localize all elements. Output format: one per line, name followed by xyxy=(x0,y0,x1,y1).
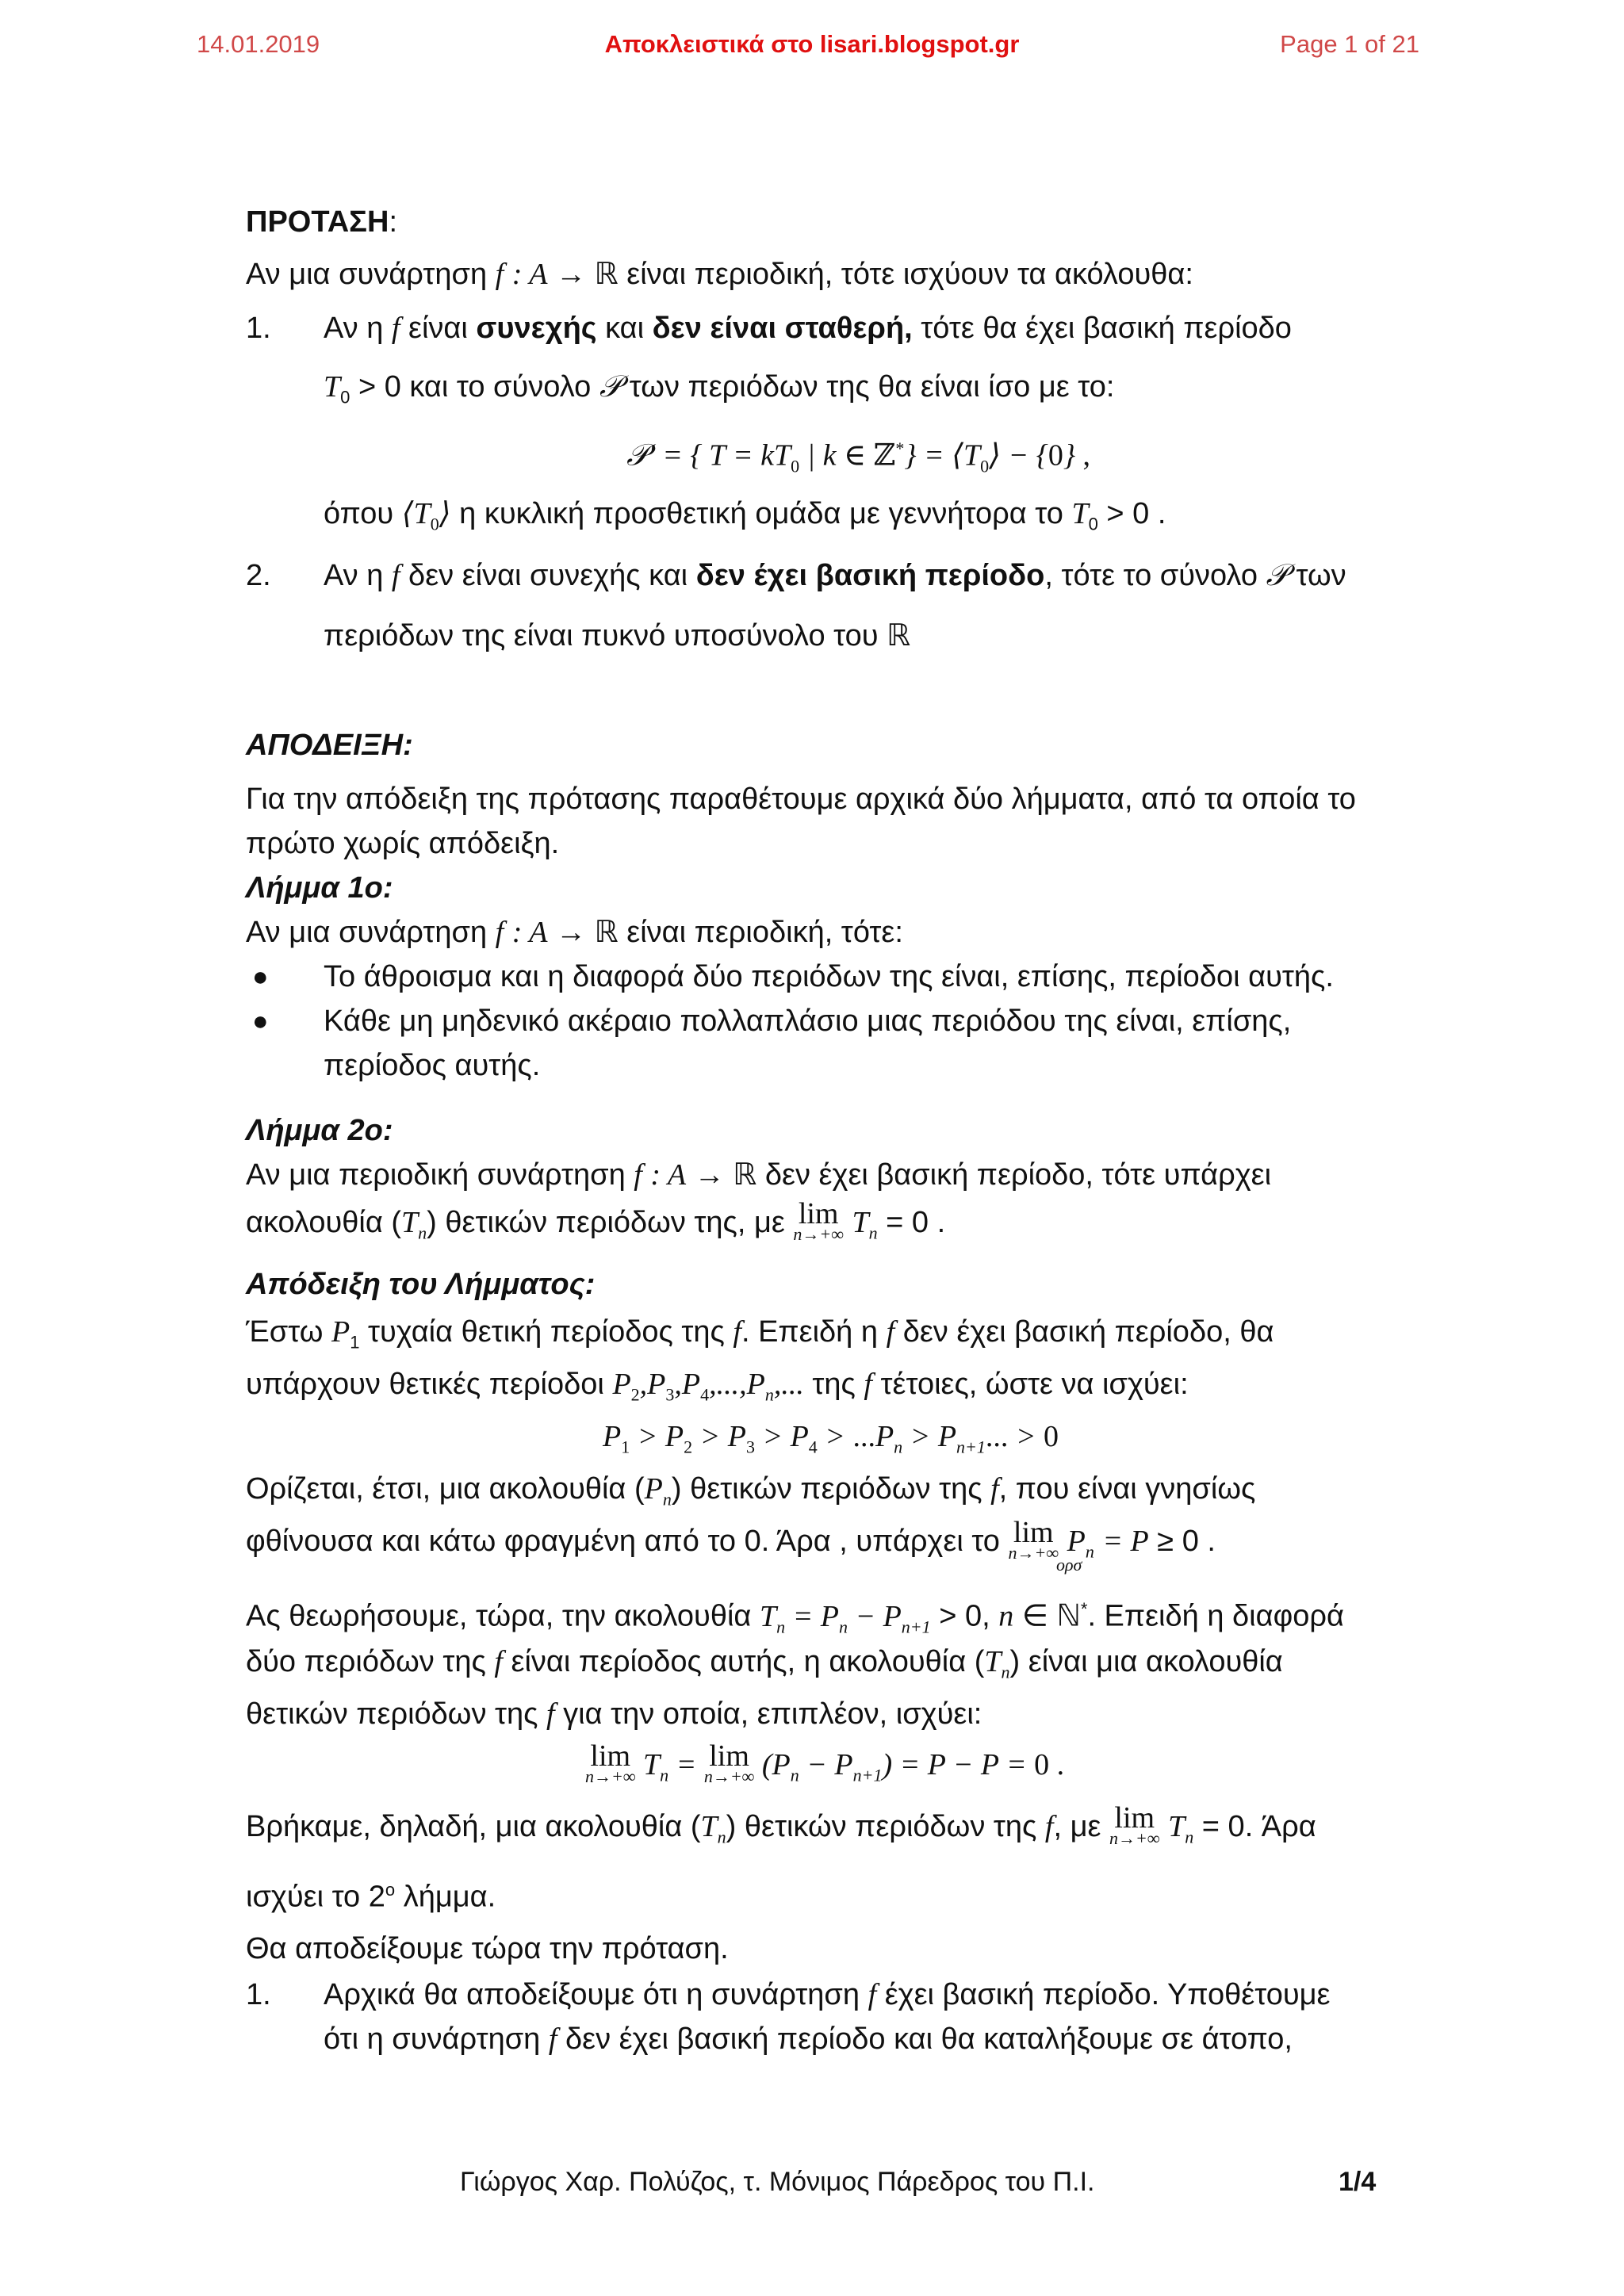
header-date: 14.01.2019 xyxy=(197,30,320,58)
proposition-intro: Αν μια συνάρτηση f : A → ℝ είναι περιοδική, τότε ισχύουν τα ακόλουθα: xyxy=(246,258,1193,291)
lemma-1-bullet-1: ● Το άθροισμα και η διαφορά δύο περιόδων της είναι, επίσης, περίοδοι αυτής. xyxy=(252,960,1334,993)
lemma-2-statement-cont: ακολουθία $(T_n)$ θετικών περιόδων της, με lim n→+∞ $T_n = 0$ . xyxy=(246,1197,946,1244)
lemma-proof-line-9: ισχύει το $2^o$ λήμμα. xyxy=(246,1880,496,1914)
main-proof-item-1: 1. Αρχικά θα αποδείξουμε ότι η συνάρτηση f έχει βασική περίοδο. Υποθέτουμε xyxy=(246,1978,1331,2011)
proposition-heading: ΠΡΟΤΑΣΗ: xyxy=(246,205,397,239)
lemma-proof-line-2: υπάρχουν θετικές περίοδοι $P_2,P_3,P_4,...,P_n$,... της f τέτοιες, ώστε να ισχύει: xyxy=(246,1368,1189,1405)
lemma-1-bullet-2: ● Κάθε μη μηδενικό ακέραιο πολλαπλάσιο μιας περιόδου της είναι, επίσης, περίοδος αυτής. xyxy=(252,1004,1292,1082)
decreasing-chain-formula: $P_1 > P_2 > P_3 > P_4 > ...P_n > P_{n+1}$... > 0 xyxy=(603,1420,1059,1457)
period-set-formula: 𝒫′ = { $T = kT_0$ | k ∈ ℤ*} = $⟨T_0⟩ - \{0\}$ , xyxy=(626,438,1091,476)
main-proof-intro: Θα αποδείξουμε τώρα την πρόταση. xyxy=(246,1932,729,1965)
lemma-proof-line-1: Έστω $P_1$ τυχαία θετική περίοδος της f. Επειδή η f δεν έχει βασική περίοδο, θα xyxy=(246,1315,1274,1353)
lemma-1-heading: Λήμμα 1ο: xyxy=(246,871,393,905)
lemma-1-statement: Αν μια συνάρτηση f : A → ℝ είναι περιοδική, τότε: xyxy=(246,916,903,949)
limit-difference-formula: lim n→+∞ $T_n$ = lim n→+∞ $(P_n - P_{n+1}) = P - P = 0$ . xyxy=(585,1739,1065,1786)
proposition-item-2-cont: περιόδων της είναι πυκνό υποσύνολο του ℝ xyxy=(324,619,911,652)
proposition-item-2: 2. Αν η f δεν είναι συνεχής και δεν έχει βασική περίοδο, τότε το σύνολο 𝒫 των xyxy=(246,559,1346,592)
lemma-2-statement: Αν μια περιοδική συνάρτηση f : A → ℝ δεν έχει βασική περίοδο, τότε υπάρχει xyxy=(246,1158,1272,1192)
footer-page: 1/4 xyxy=(1339,2167,1377,2197)
lemma-proof-line-3: Ορίζεται, έτσι, μια ακολουθία $(P_n)$ θετικών περιόδων της f, που είναι γνησίως xyxy=(246,1472,1256,1510)
lemma-proof-line-7: θετικών περιόδων της f για την οποία, επιπλέον, ισχύει: xyxy=(246,1697,982,1731)
proposition-item-1-cont: $T_0 > 0$ και το σύνολο 𝒫 των περιόδων της θα είναι ίσο με το: xyxy=(324,370,1115,408)
proof-heading: ΑΠΟΔΕΙΞΗ: xyxy=(246,729,413,762)
lemma-proof-line-4: φθίνουσα και κάτω φραγμένη από το 0. Άρα , υπάρχει το lim n→+∞ $P_n = P \ge 0$ . ορσ xyxy=(246,1516,1216,1575)
lemma-proof-heading: Απόδειξη του Λήμματος: xyxy=(246,1268,596,1301)
main-proof-item-1-cont: ότι η συνάρτηση f δεν έχει βασική περίοδο και θα καταλήξουμε σε άτοπο, xyxy=(324,2022,1293,2056)
lemma-proof-line-8: Βρήκαμε, δηλαδή, μια ακολουθία $(T_n)$ θετικών περιόδων της f, με lim n→+∞ $T_n = 0$. Άρα xyxy=(246,1801,1316,1848)
lemma-2-heading: Λήμμα 2ο: xyxy=(246,1114,393,1147)
footer-author: Γιώργος Χαρ. Πολύζος, τ. Μόνιμος Πάρεδρος του Π.Ι. xyxy=(460,2167,1095,2197)
lemma-proof-line-5: Ας θεωρήσουμε, τώρα, την ακολουθία $T_n = P_n - P_{n+1} > 0$, n ∈ ℕ*. Επειδή η διαφορά xyxy=(246,1599,1344,1637)
header-page-counter: Page 1 of 21 xyxy=(1280,30,1419,58)
lemma-proof-line-6: δύο περιόδων της f είναι περίοδος αυτής, η ακολουθία $(T_n)$ είναι μια ακολουθία xyxy=(246,1645,1283,1682)
proposition-item-1: 1. Αν η f είναι συνεχής και δεν είναι σταθερή, τότε θα έχει βασική περίοδο xyxy=(246,312,1292,345)
header-site[interactable]: Αποκλειστικά στο lisari.blogspot.gr xyxy=(604,30,1020,58)
proof-intro: Για την απόδειξη της πρότασης παραθέτουμε αρχικά δύο λήμματα, από τα οποία το πρώτο χωρίς απόδειξη. xyxy=(246,783,1356,860)
proposition-item-1-group: όπου $⟨T_0⟩$ η κυκλική προσθετική ομάδα με γεννήτορα το $T_0 > 0$ . xyxy=(324,497,1166,534)
